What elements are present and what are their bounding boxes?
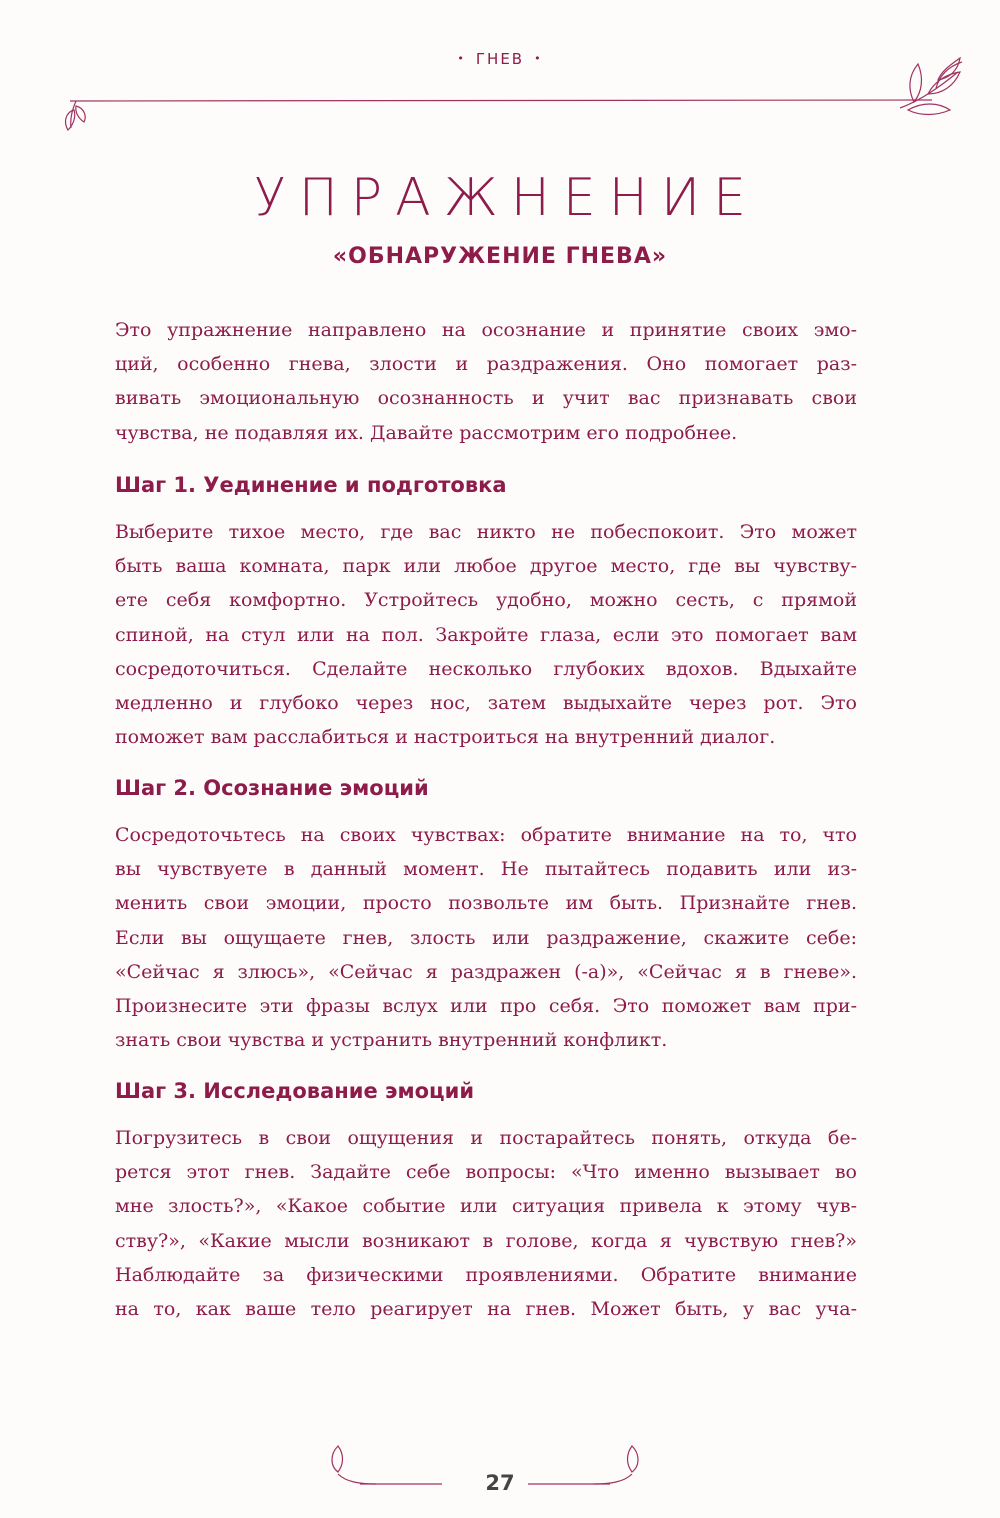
text-line: Погрузитесь в свои ощущения и постарайтесь понять, откуда бе- (115, 1127, 857, 1149)
intro-paragraph (115, 313, 857, 450)
text-line: ете себя комфортно. Устройтесь удобно, можно сесть, с прямой (115, 589, 857, 612)
text-line: менить свои эмоции, просто позвольте им быть. Признайте гнев. (115, 892, 857, 915)
text-line: рется этот гнев. Задайте себе вопросы: «Что именно вызывает во (115, 1161, 857, 1184)
text-line: Сосредоточьтесь на своих чувствах: обратите внимание на то, что (115, 824, 857, 846)
left-leaf-icon (66, 101, 86, 130)
exercise-subtitle: «ОБНАРУЖЕНИЕ ГНЕВА» (332, 244, 668, 269)
text-line: ству?», «Какие мысли возникают в голове, когда я чувствую гнев?» (115, 1229, 857, 1252)
text-line: поможет вам расслабиться и настроиться на внутренний диалог. (115, 726, 776, 749)
running-head-text: ГНЕВ (475, 50, 525, 68)
page-number: 27 (485, 1471, 515, 1495)
text-line: Это упражнение направлено на осознание и принятие своих эмо- (115, 319, 857, 341)
exercise-title: УПРАЖНЕНИЕ (254, 168, 759, 228)
step-2-heading: Шаг 2. Осознание эмоций (115, 776, 429, 800)
right-branch-icon (900, 58, 962, 115)
text-line: сосредоточиться. Сделайте несколько глубоких вдохов. Вдыхайте (115, 657, 857, 680)
text-line: медленно и глубоко через нос, затем выдыхайте через рот. Это (115, 692, 857, 715)
text-line: на то, как ваше тело реагирует на гнев. Может быть, у вас уча- (115, 1298, 857, 1321)
text-line: «Сейчас я злюсь», «Сейчас я раздражен (-а)», «Сейчас я в гневе». (115, 960, 857, 983)
bullet-icon: • (534, 52, 543, 65)
text-line: Выберите тихое место, где вас никто не побеспокоит. Это может (115, 521, 857, 543)
text-line: мне злость?», «Какое событие или ситуация привела к этому чув- (115, 1195, 857, 1218)
text-line: Если вы ощущаете гнев, злость или раздражение, скажите себе: (115, 926, 857, 949)
text-line: спиной, на стул или на пол. Закройте глаза, если это помогает вам (115, 623, 857, 646)
text-line: ций, особенно гнева, злости и раздражения. Оно помогает раз- (115, 353, 857, 376)
text-line: знать свои чувства и устранить внутренний конфликт. (115, 1029, 668, 1052)
text-line: чувства, не подавляя их. Давайте рассмотрим его подробнее. (115, 421, 738, 444)
header-rule-ornament (62, 50, 962, 140)
text-line: вы чувствуете в данный момент. Не пытайтесь подавить или из- (115, 858, 857, 881)
text-line: Произнесите эти фразы вслух или про себя. Это поможет вам при- (115, 995, 857, 1018)
step-2-paragraph (115, 818, 857, 1057)
step-3-heading: Шаг 3. Исследование эмоций (115, 1079, 475, 1103)
step-1-heading: Шаг 1. Уединение и подготовка (115, 473, 507, 497)
text-line: вивать эмоциональную осознанность и учит вас признавать свои (115, 387, 857, 410)
text-line: быть ваша комната, парк или любое другое место, где вы чувству- (115, 555, 857, 578)
step-1-paragraph (115, 515, 857, 754)
text-line: Наблюдайте за физическими проявлениями. Обратите внимание (115, 1263, 857, 1286)
step-3-paragraph (115, 1121, 857, 1326)
header-rule-line (70, 100, 932, 101)
bullet-icon: • (457, 52, 466, 65)
